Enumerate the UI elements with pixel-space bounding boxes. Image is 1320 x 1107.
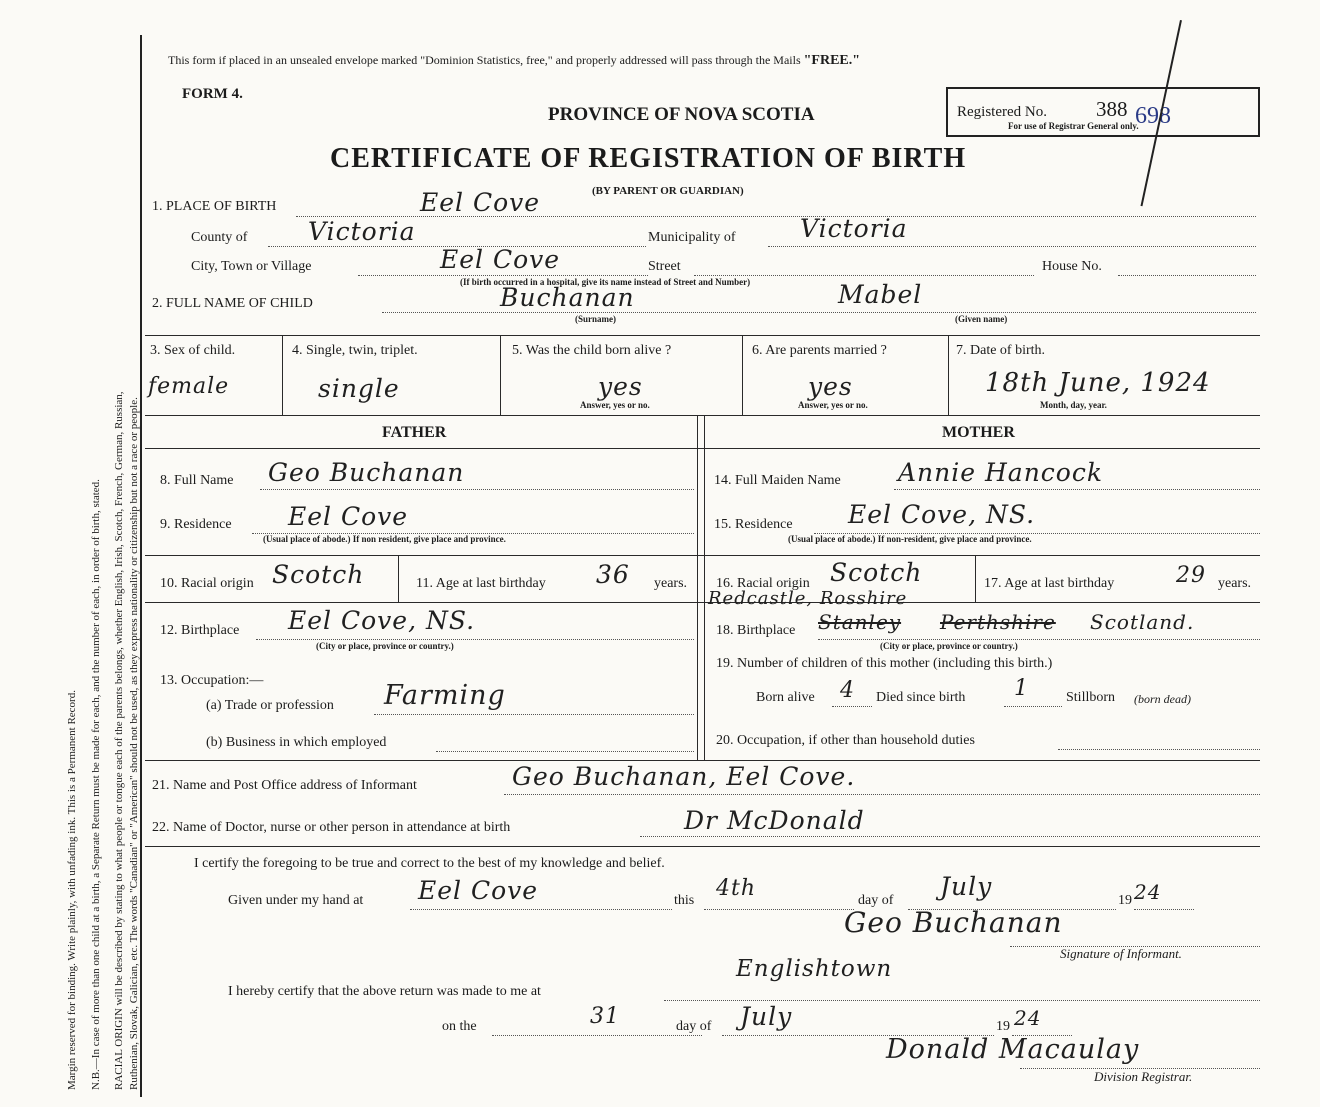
registrar-on-label: on the [442, 1019, 477, 1034]
postal-note: This form if placed in an unsealed envelope marked "Dominion Statistics, free," and properly addressed will pass through the Mails "FREE." [168, 53, 861, 68]
hospital-note: (If birth occurred in a hospital, give its name instead of Street and Number) [460, 277, 751, 287]
parents-married-label: 6. Are parents married ? [752, 343, 887, 358]
sex-label: 3. Sex of child. [150, 343, 236, 358]
margin-note-binding: Margin reserved for binding. Write plainly, with unfading ink. This is a Permanent Record. [66, 690, 78, 1090]
sex-value: female [148, 374, 230, 399]
given-month-value: July [940, 872, 993, 901]
registered-label: Registered No. [957, 104, 1047, 120]
city-value: Eel Cove [440, 245, 561, 274]
date-of-birth-value: 18th June, 1924 [985, 368, 1211, 398]
registrar-note: For use of Registrar General only. [1008, 121, 1139, 131]
certify-statement: I certify the foregoing to be true and correct to the best of my knowledge and belief. [194, 856, 665, 871]
mother-residence-label: 15. Residence [714, 517, 793, 532]
mother-occupation-label: 20. Occupation, if other than household duties [716, 733, 975, 748]
house-number-label: House No. [1042, 259, 1102, 274]
born-alive-label: 5. Was the child born alive ? [512, 343, 672, 358]
certificate-title: CERTIFICATE OF REGISTRATION OF BIRTH [330, 143, 967, 174]
children-of-mother-label: 19. Number of children of this mother (including this birth.) [716, 656, 1053, 671]
mother-name-value: Annie Hancock [898, 458, 1104, 487]
mother-residence-note: (Usual place of abode.) If non-resident, give place and province. [788, 534, 1032, 544]
father-racial-origin-value: Scotch [272, 560, 365, 589]
given-year-prefix: 19 [1118, 893, 1132, 908]
registered-number-box [946, 87, 1260, 137]
mother-birthplace-struck: Stanley [818, 610, 902, 634]
given-day-of-label: day of [858, 893, 894, 908]
child-surname-value: Buchanan [500, 283, 635, 312]
given-day-value: 4th [716, 876, 757, 901]
mother-name-label: 14. Full Maiden Name [714, 473, 841, 488]
father-birthplace-label: 12. Birthplace [160, 623, 240, 638]
father-age-value: 36 [596, 560, 630, 589]
child-name-label: 2. FULL NAME OF CHILD [152, 296, 313, 311]
mother-age-value: 29 [1176, 563, 1206, 588]
mother-birthplace-note: (City or place, province or country.) [880, 641, 1018, 651]
informant-signature-label: Signature of Informant. [1060, 946, 1182, 961]
mother-racial-origin-value: Scotch [830, 558, 923, 587]
born-alive-count: 4 [840, 678, 855, 703]
registered-value: 388 [1096, 97, 1128, 121]
date-of-birth-label: 7. Date of birth. [956, 343, 1046, 358]
born-alive-note: Answer, yes or no. [580, 400, 650, 410]
certificate-subtitle: (BY PARENT OR GUARDIAN) [592, 185, 744, 197]
municipality-value: Victoria [800, 214, 908, 243]
father-heading: FATHER [382, 424, 447, 441]
parents-married-note: Answer, yes or no. [798, 400, 868, 410]
place-of-birth-value: Eel Cove [420, 188, 541, 217]
mother-age-label: 17. Age at last birthday [984, 576, 1115, 591]
place-of-birth-label: 1. PLACE OF BIRTH [152, 199, 277, 214]
child-given-name-value: Mabel [838, 280, 923, 309]
father-occupation-label: 13. Occupation:— [160, 673, 264, 688]
father-age-years: years. [654, 576, 688, 591]
stillborn-label: Stillborn [1066, 690, 1116, 705]
father-residence-value: Eel Cove [288, 502, 409, 531]
margin-note-multiple-births: N.B.—In case of more than one child at a birth, a Separate Return must be made for each, and the number of each, in order of birth, stated. [90, 479, 102, 1090]
stillborn-note: (born dead) [1134, 692, 1191, 706]
informant-signature: Geo Buchanan [844, 906, 1063, 939]
surname-note: (Surname) [575, 314, 616, 324]
margin-note-racial-origin: RACIAL ORIGIN will be described by stating to what people or tongue each of the parents belongs, whether English, Irish, Scotch, French, German, Russian, [113, 391, 125, 1090]
registrar-signature: Donald Macaulay [886, 1034, 1140, 1065]
given-name-note: (Given name) [955, 314, 1008, 324]
binding-margin-line [140, 35, 142, 1097]
mother-birthplace-insertion: Redcastle, Rosshire [708, 588, 908, 609]
father-business-label: (b) Business in which employed [206, 735, 387, 750]
given-year-value: 24 [1134, 880, 1162, 904]
county-label: County of [191, 230, 248, 245]
father-name-label: 8. Full Name [160, 473, 234, 488]
municipality-label: Municipality of [648, 230, 736, 245]
registrar-certify-statement: I hereby certify that the above return was made to me at [228, 984, 541, 999]
given-at-label: Given under my hand at [228, 893, 364, 908]
father-trade-value: Farming [384, 680, 506, 711]
father-trade-label: (a) Trade or profession [206, 698, 334, 713]
father-birthplace-value: Eel Cove, NS. [288, 606, 476, 635]
street-label: Street [648, 259, 681, 274]
informant-label: 21. Name and Post Office address of Informant [152, 778, 417, 793]
born-alive-value: yes [598, 372, 643, 401]
mother-birthplace-country: Scotland. [1090, 610, 1195, 634]
mother-age-years: years. [1218, 576, 1252, 591]
registrar-day-of-label: day of [676, 1019, 712, 1034]
city-label: City, Town or Village [191, 259, 312, 274]
doctor-label: 22. Name of Doctor, nurse or other person in attendance at birth [152, 820, 511, 835]
parents-married-value: yes [808, 372, 853, 401]
date-of-birth-note: Month, day, year. [1040, 400, 1107, 410]
margin-note-nationality: Ruthenian, Slovak, Galician, etc. The words "Canadian" or "American" should not be used, as they express nationality or citizenship but not a race or people. [128, 397, 140, 1090]
mother-birthplace-label: 18. Birthplace [716, 623, 796, 638]
born-alive-count-label: Born alive [756, 690, 815, 705]
given-at-value: Eel Cove [418, 876, 539, 905]
this-label: this [674, 893, 695, 908]
father-residence-label: 9. Residence [160, 517, 232, 532]
registrar-signature-label: Division Registrar. [1094, 1069, 1193, 1084]
father-name-value: Geo Buchanan [268, 458, 465, 487]
informant-value: Geo Buchanan, Eel Cove. [512, 762, 856, 791]
form-number: FORM 4. [182, 86, 243, 102]
registrar-day-value: 31 [590, 1004, 620, 1029]
father-residence-note: (Usual place of abode.) If non resident, give place and province. [263, 534, 506, 544]
father-racial-origin-label: 10. Racial origin [160, 576, 254, 591]
father-age-label: 11. Age at last birthday [416, 576, 546, 591]
mother-racial-origin-label: 16. Racial origin [716, 576, 810, 591]
registrar-year-prefix: 19 [996, 1019, 1010, 1034]
registrar-month-value: July [740, 1002, 793, 1031]
mother-birthplace-struck-county: Perthshire [940, 610, 1056, 634]
registered-stamp: 698 [1135, 103, 1171, 129]
county-value: Victoria [308, 217, 416, 246]
plurality-label: 4. Single, twin, triplet. [292, 343, 418, 358]
died-since-birth-label: Died since birth [876, 690, 966, 705]
plurality-value: single [318, 374, 400, 403]
registrar-place-value: Englishtown [736, 956, 893, 982]
died-since-birth-count: 1 [1014, 676, 1029, 701]
mother-heading: MOTHER [942, 424, 1015, 441]
father-birthplace-note: (City or place, province or country.) [316, 641, 454, 651]
doctor-value: Dr McDonald [684, 806, 865, 835]
province-heading: PROVINCE OF NOVA SCOTIA [548, 104, 815, 125]
registrar-year-value: 24 [1014, 1006, 1042, 1030]
mother-residence-value: Eel Cove, NS. [848, 500, 1036, 529]
